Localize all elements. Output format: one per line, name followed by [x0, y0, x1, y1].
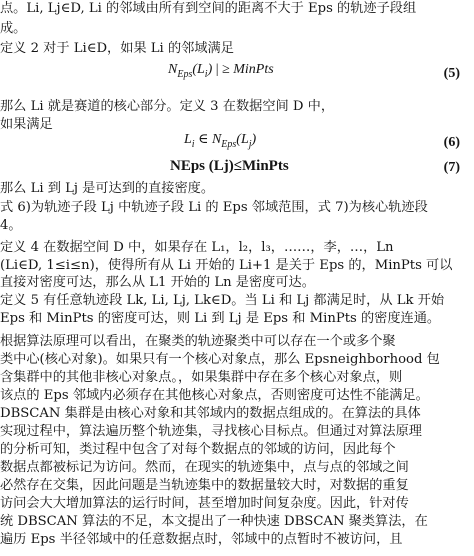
- text-line-21: 数据点都被标记为访问。然而，在现实的轨迹集中，点与点的邻域之间: [0, 460, 409, 475]
- text-line-16: 含集群中的其他非核心对象点。，如果集群中存在多个核心对象点，则: [0, 370, 403, 385]
- equation-6-rel: ∈: [198, 132, 209, 147]
- text-line-20: 的分析可知，类过程中包含了对每个数据点的邻域的访问，因此每个: [0, 442, 396, 457]
- text-line-2: 成。: [0, 21, 27, 36]
- equation-7: NEps (Lj)≤MinPts: [170, 158, 289, 174]
- equation-5-lhs: $N_{Eps}(L_i)$: [168, 62, 213, 80]
- text-line-7: 式 6)为轨迹子段 Lj 中轨迹子段 Li 的 Eps 邻域范围，式 7)为核心轨迹段: [0, 200, 428, 215]
- text-line-3: 定义 2 对于 Li∈D，如果 Li 的邻域满足: [0, 41, 234, 56]
- text-line-5: 如果满足: [0, 117, 53, 132]
- text-line-9: 定义 4 在数据空间 D 中，如果存在 L₁，l₂，l₃，……，李，…，Ln: [0, 240, 394, 255]
- text-line-11: 直接对密度可达，那么从 L1 开始的 Ln 是密度可达。: [0, 275, 315, 290]
- text-line-25: 遍历 Eps 半径邻域中的任意数据点时，邻域中的点暂时不被访问，且: [0, 532, 403, 547]
- equation-5-rhs: MinPts: [233, 62, 274, 77]
- text-line-15: 类中心(核心对象)。如果只有一个核心对象点，那么 Epsneighborhood 包: [0, 352, 440, 367]
- text-line-6: 那么 Li 到 Lj 是可达到的直接密度。: [0, 181, 215, 196]
- text-line-19: 实现过程中，算法遍历整个轨迹集，寻找核心目标点。但通过对算法原理: [0, 424, 422, 439]
- equation-5-rel: ≥: [222, 62, 230, 77]
- text-line-23: 访问会大大增加算法的运行时间，甚至增加时间复杂度。因此，针对传: [0, 496, 409, 511]
- text-line-18: DBSCAN 集群是由核心对象和其邻域内的数据点组成的。在算法的具体: [0, 406, 421, 421]
- equation-6-number: (6): [443, 135, 460, 150]
- text-line-22: 必然存在交集，因此问题是当轨迹集中的数据量较大时，对数据的重复: [0, 478, 409, 493]
- equation-6: [184, 131, 256, 150]
- text-line-4: 那么 Li 就是赛道的核心部分。定义 3 在数据空间 D 中，: [0, 99, 335, 114]
- equation-5: [168, 62, 274, 80]
- text-line-13: Eps 和 MinPts 的密度可达，则 Li 到 Lj 是 Eps 和 MinPts 的密度连通。: [0, 311, 441, 326]
- equation-7-number: (7): [443, 160, 460, 175]
- text-line-24: 统 DBSCAN 算法的不足，本文提出了一种快速 DBSCAN 聚类算法，在: [0, 514, 428, 529]
- text-line-14: 根据算法原理可以看出，在聚类的轨迹聚类中可以存在一个或多个聚: [0, 334, 396, 349]
- text-line-10: (Li∈D, 1≤i≤n)，使得所有从 Li 开始的 Li+1 是关于 Eps 的，MinPts 可以: [0, 258, 453, 273]
- equation-5-number: (5): [443, 66, 460, 81]
- equation-5-divider: |: [215, 62, 219, 77]
- text-line-8: 4。: [0, 218, 22, 233]
- text-line-12: 定义 5 有任意轨迹段 Lk, Li, Lj, Lk∈D。当 Li 和 Lj 都满足时，从 Lk 开始: [0, 293, 445, 308]
- text-line-1: 点。Li, Lj∈D, Li 的邻域由所有到空间的距离不大于 Eps 的轨迹子段组: [0, 1, 417, 16]
- equation-6-lhs: $L_i$: [184, 132, 195, 150]
- text-line-17: 该点的 Eps 邻域内必须存在其他核心对象点，否则密度可达性不能满足。: [0, 388, 429, 403]
- equation-6-rhs: $N_{Eps}(L_j)$: [211, 132, 257, 150]
